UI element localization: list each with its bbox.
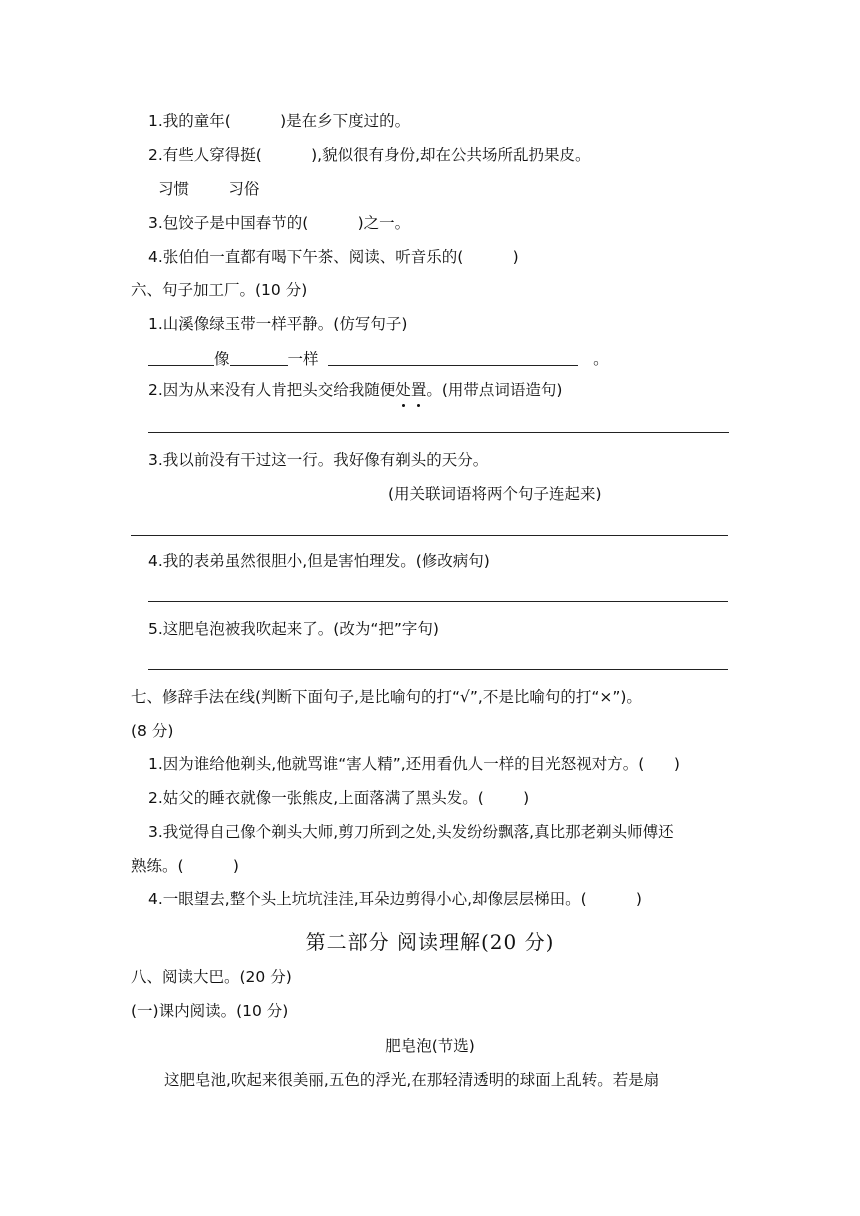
fill-question-2: 2.有些人穿得挺( ),貌似很有身份,却在公共场所乱扔果皮。 <box>148 146 591 164</box>
fill-question-3: 3.包饺子是中国春节的( )之一。 <box>148 214 411 232</box>
section-6-title: 六、句子加工厂。(10 分) <box>131 281 308 299</box>
sentence-question-2: 2.因为从来没有人肯把头交给我随便处置。(用带点词语造句) <box>148 381 563 399</box>
answer-blank[interactable] <box>328 349 578 366</box>
rhetoric-question-4: 4.一眼望去,整个头上坑坑洼洼,耳朵边剪得小心,却像层层梯田。( ) <box>148 890 642 908</box>
sentence-question-4: 4.我的表弟虽然很胆小,但是害怕理发。(修改病句) <box>148 552 490 570</box>
answer-line[interactable] <box>148 432 729 433</box>
sentence-question-5: 5.这肥皂泡被我吹起来了。(改为“把”字句) <box>148 620 439 638</box>
passage-text: 这肥皂池,吹起来很美丽,五色的浮光,在那轻清透明的球面上乱转。若是扇 <box>164 1071 660 1089</box>
rhetoric-question-3-cont: 熟练。( ) <box>131 857 239 875</box>
rhetoric-question-3: 3.我觉得自己像个剃头大师,剪刀所到之处,头发纷纷飘落,真比那老剃头师傅还 <box>148 823 674 841</box>
rhetoric-question-1: 1.因为谁给他剃头,他就骂谁“害人精”,还用看仇人一样的目光怒视对方。( ) <box>148 755 680 773</box>
sentence-question-1-template: 像 一样 。 <box>148 348 609 370</box>
section-8-title: 八、阅读大巴。(20 分) <box>131 968 292 986</box>
subsection-title: (一)课内阅读。(10 分) <box>131 1002 289 1020</box>
dotted-char: 置 <box>410 381 427 399</box>
part-2-heading: 第二部分 阅读理解(20 分) <box>305 930 555 954</box>
answer-line[interactable] <box>148 601 728 602</box>
answer-line[interactable] <box>131 535 728 536</box>
dotted-char: 处 <box>395 381 411 399</box>
section-7-points: (8 分) <box>131 722 174 740</box>
fill-question-1: 1.我的童年( )是在乡下度过的。 <box>148 112 411 130</box>
answer-blank[interactable] <box>148 349 214 366</box>
fill-question-4: 4.张伯伯一直都有喝下午茶、阅读、听音乐的( ) <box>148 248 519 266</box>
rhetoric-question-2: 2.姑父的睡衣就像一张熊皮,上面落满了黑头发。( ) <box>148 789 530 807</box>
answer-blank[interactable] <box>230 349 288 366</box>
word-options: 习惯 习俗 <box>158 180 260 198</box>
sentence-question-3: 3.我以前没有干过这一行。我好像有剃头的天分。 <box>148 451 489 469</box>
answer-line[interactable] <box>148 669 728 670</box>
sentence-question-1: 1.山溪像绿玉带一样平静。(仿写句子) <box>148 315 408 333</box>
passage-title: 肥皂泡(节选) <box>385 1037 475 1055</box>
section-7-title: 七、修辞手法在线(判断下面句子,是比喻句的打“√”,不是比喻句的打“×”)。 <box>131 688 642 706</box>
sentence-question-3-note: (用关联词语将两个句子连起来) <box>388 485 602 503</box>
